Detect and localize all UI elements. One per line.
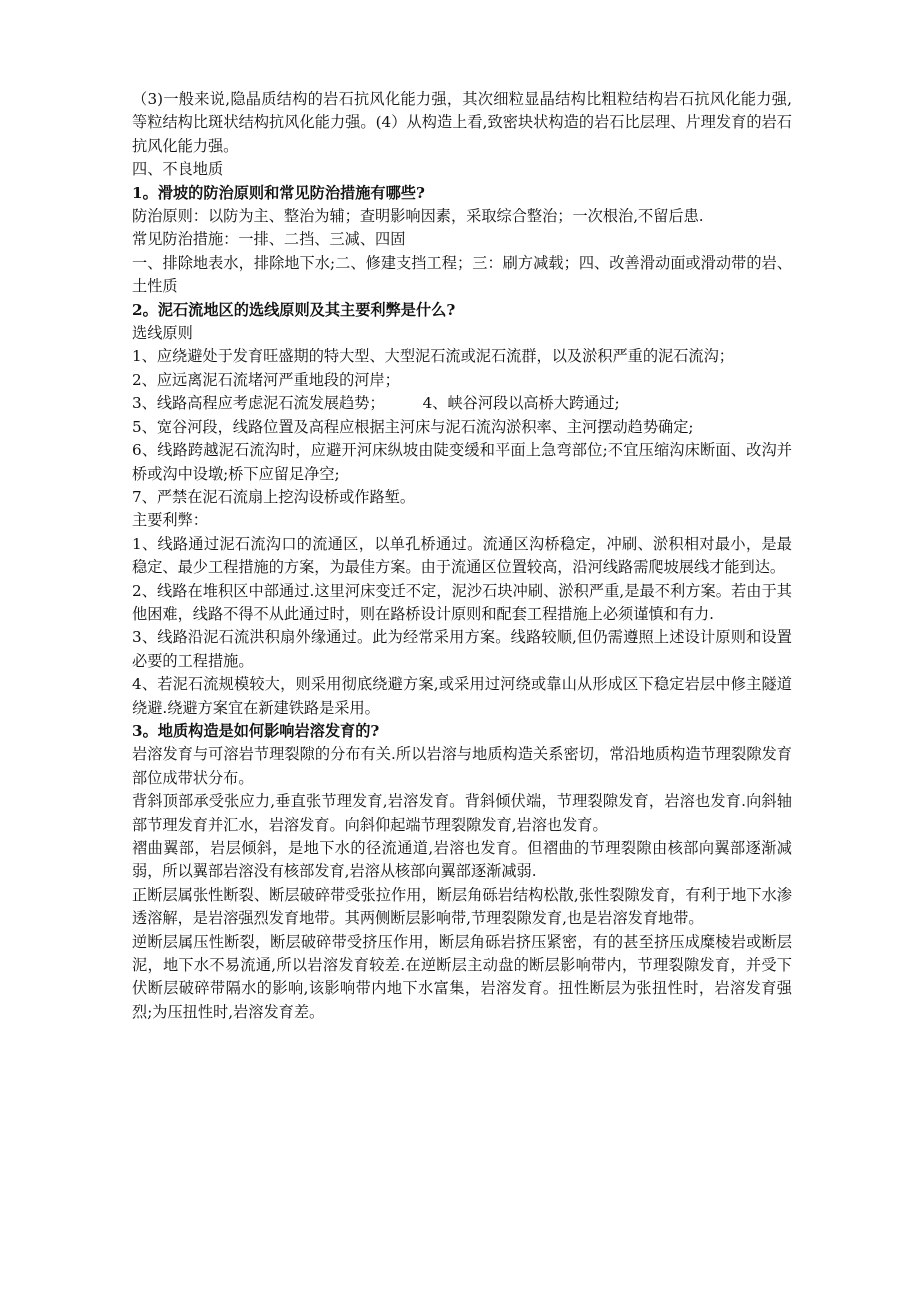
paragraph: 常见防治措施：一排、二挡、三减、四固 <box>132 230 406 249</box>
paragraph: 防治原则：以防为主、整治为辅；查明影响因素，采取综合整治；一次根治,不留后患. <box>132 207 704 226</box>
paragraph: 1、线路通过泥石流沟口的流通区，以单孔桥通过。流通区沟桥稳定，冲刷、淤积相对最小，是最稳定、最少工程措施的方案，为最佳方案。由于流通区位置较高，沿河线路需爬坡展线才能到达。 <box>132 534 792 577</box>
paragraph: 主要利弊： <box>132 511 208 530</box>
paragraph: 2、线路在堆积区中部通过.这里河床变迁不定，泥沙石块冲刷、淤积严重,是最不利方案。若由于其他困难，线路不得不从此通过时，则在路桥设计原则和配套工程措施上必须谨慎和有力. <box>132 581 792 623</box>
paragraph: 2、应远离泥石流堵河严重地段的河岸； <box>132 370 400 389</box>
document-body <box>132 88 792 1024</box>
paragraph: 1、应绕避处于发育旺盛期的特大型、大型泥石流或泥石流群，以及淤积严重的泥石流沟； <box>132 347 734 366</box>
paragraph: 岩溶发育与可溶岩节理裂隙的分布有关.所以岩溶与地质构造关系密切，常沿地质构造节理裂隙发育部位成带状分布。 <box>132 745 792 787</box>
paragraph: 7、严禁在泥石流扇上挖沟设桥或作路堑。 <box>132 487 416 506</box>
paragraph: 背斜顶部承受张应力,垂直张节理发育,岩溶发育。背斜倾伏端，节理裂隙发育，岩溶也发育.向斜轴部节理发育并汇水，岩溶发育。向斜仰起端节理裂隙发育,岩溶也发育。 <box>132 792 792 834</box>
paragraph: 5、宽谷河段，线路位置及高程应根据主河床与泥石流沟淤积率、主河摆动趋势确定; <box>132 417 694 436</box>
paragraph: 一、排除地表水，排除地下水;二、修建支挡工程；三：刷方减载；四、改善滑动面或滑动带的岩、土性质 <box>132 253 792 296</box>
question-heading: 3。地质构造是如何影响岩溶发育的? <box>132 721 380 740</box>
paragraph: （3)一般来说,隐晶质结构的岩石抗风化能力强，其次细粒显晶结构比粗粒结构岩石抗风化能力强,等粒结构比斑状结构抗风化能力强。(4）从构造上看,致密块状构造的岩石比层理、片理发育的岩石抗风化能力强。 <box>132 90 792 155</box>
paragraph: 四、不良地质 <box>132 160 224 179</box>
paragraph: 3、线路高程应考虑泥石流发展趋势； 4、峡谷河段以高桥大跨通过; <box>132 394 620 413</box>
paragraph: 6、线路跨越泥石流沟时，应避开河床纵坡由陡变缓和平面上急弯部位;不宜压缩沟床断面、改沟并桥或沟中设墩;桥下应留足净空; <box>132 441 792 483</box>
paragraph: 褶曲翼部，岩层倾斜，是地下水的径流通道,岩溶也发育。但褶曲的节理裂隙由核部向翼部逐渐减弱，所以翼部岩溶没有核部发育,岩溶从核部向翼部逐渐减弱. <box>132 839 792 881</box>
paragraph: 4、若泥石流规模较大，则采用彻底绕避方案,或采用过河绕或靠山从形成区下稳定岩层中修主隧道绕避.绕避方案宜在新建铁路是采用。 <box>132 675 792 717</box>
paragraph: 正断层属张性断裂、断层破碎带受张拉作用，断层角砾岩结构松散,张性裂隙发育，有利于地下水渗透溶解，是岩溶强烈发育地带。其两侧断层影响带,节理裂隙发育,也是岩溶发育地带。 <box>132 885 792 928</box>
paragraph: 逆断层属压性断裂，断层破碎带受挤压作用，断层角砾岩挤压紧密，有的甚至挤压成糜棱岩或断层泥，地下水不易流通,所以岩溶发育较差.在逆断层主动盘的断层影响带内，节理裂隙发育，并受下伏断层破碎带隔水的影响,该影响带内地下水富集，岩溶发育。扭性断层为张扭性时，岩溶发育强烈;为压扭性时,岩溶发育差。 <box>132 932 792 1021</box>
question-heading: 1。滑坡的防治原则和常见防治措施有哪些? <box>132 183 425 202</box>
question-heading: 2。泥石流地区的选线原则及其主要利弊是什么? <box>132 300 456 319</box>
paragraph: 选线原则 <box>132 324 193 343</box>
paragraph: 3、线路沿泥石流洪积扇外缘通过。此为经常采用方案。线路较顺,但仍需遵照上述设计原则和设置必要的工程措施。 <box>132 628 792 670</box>
